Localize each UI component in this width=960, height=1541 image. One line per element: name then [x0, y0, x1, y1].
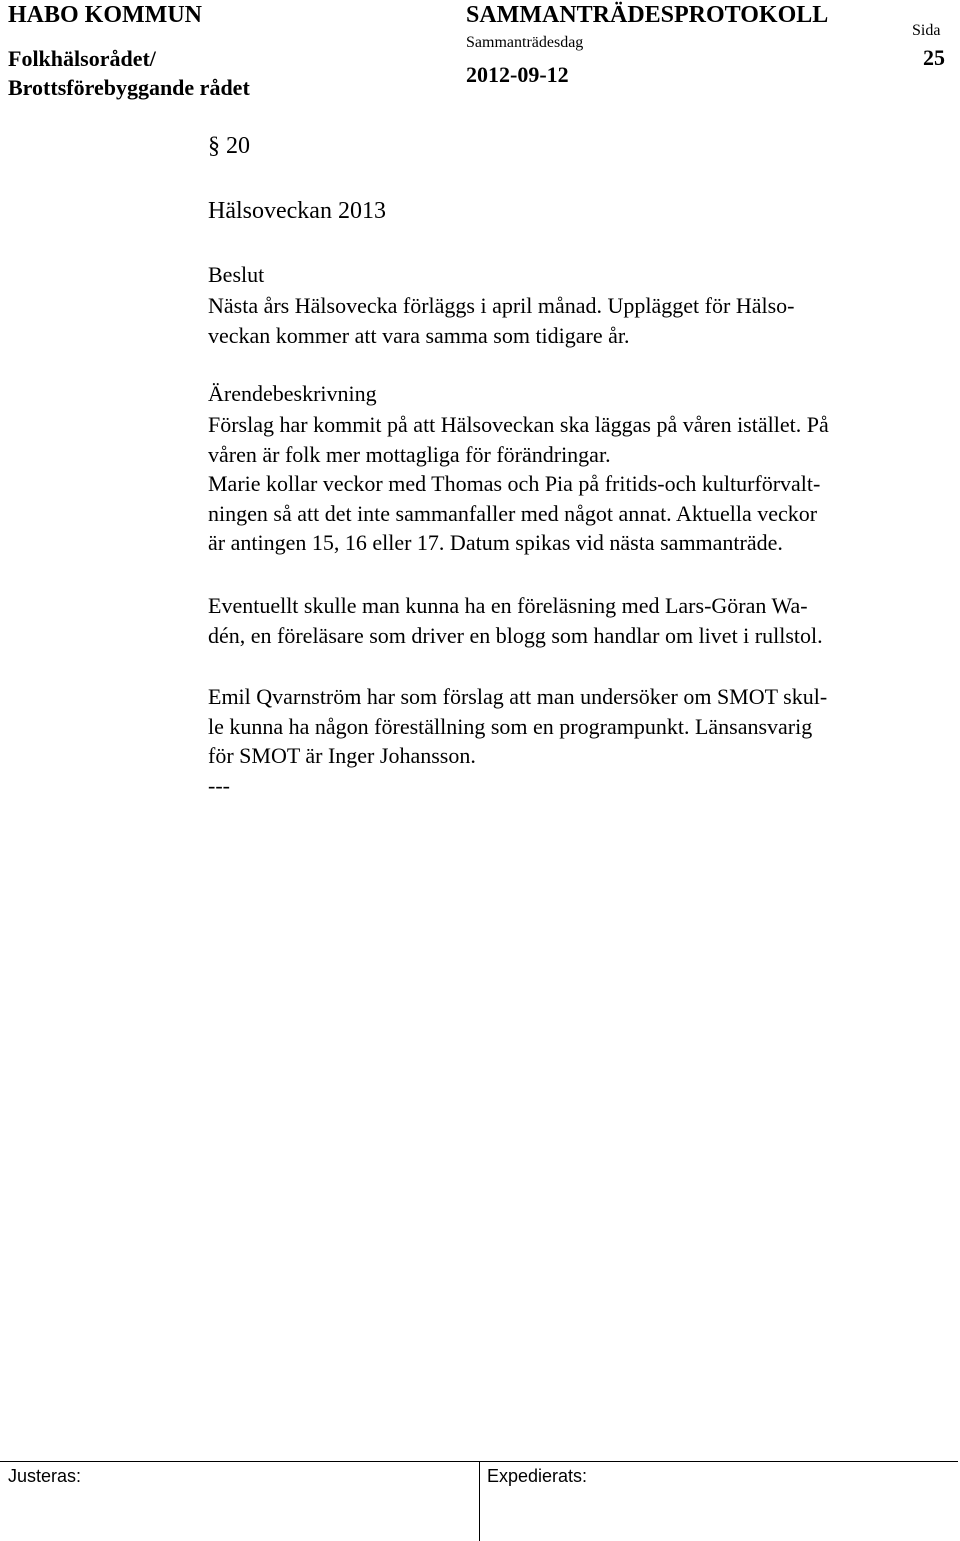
expedierat-label: Expedierats: [487, 1466, 588, 1486]
justerat-label: Justeras: [8, 1466, 82, 1486]
end-marker: --- [208, 772, 230, 798]
text-line: Marie kollar veckor med Thomas och Pia på fritids-och kulturförvalt- [208, 471, 821, 496]
department-line-1: Folkhälsorådet/ [8, 46, 156, 71]
text-line: Emil Qvarnström har som förslag att man undersöker om SMOT skul- [208, 684, 828, 709]
date-label: Sammanträdesdag [466, 34, 584, 51]
page-label: Sida [912, 22, 941, 39]
department-line-2: Brottsförebyggande rådet [8, 75, 250, 100]
paragraph-number: § 20 [208, 133, 250, 159]
text-line: ningen så att det inte sammanfaller med något annat. Aktuella veckor [208, 500, 818, 526]
decision-heading: Beslut [208, 262, 265, 287]
description-text [208, 410, 829, 558]
description-heading: Ärendebeskrivning [208, 381, 377, 406]
text-line: Nästa års Hälsovecka förläggs i april månad. Upplägget för Hälso- [208, 293, 795, 318]
decision-text [208, 291, 794, 350]
paragraph-lecture [208, 591, 823, 650]
footer-column-divider [479, 1461, 480, 1541]
section-title: Hälsoveckan 2013 [208, 198, 386, 224]
text-line: Förslag har kommit på att Hälsoveckan ska läggas på våren istället. På [208, 412, 829, 437]
text-line: veckan kommer att vara samma som tidigare år. [208, 322, 630, 348]
page-number: 25 [923, 45, 945, 70]
document-type: SAMMANTRÄDESPROTOKOLL [466, 2, 829, 28]
text-line: le kunna ha någon föreställning som en programpunkt. Länsansvarig [208, 713, 813, 739]
text-line: för SMOT är Inger Johansson. [208, 743, 476, 768]
meeting-date: 2012-09-12 [466, 62, 569, 87]
text-line: Eventuellt skulle man kunna ha en föreläsning med Lars-Göran Wa- [208, 593, 808, 618]
paragraph-smot [208, 682, 827, 800]
text-line: är antingen 15, 16 eller 17. Datum spikas vid nästa sammanträde. [208, 530, 783, 555]
text-line: dén, en föreläsare som driver en blogg som handlar om livet i rullstol. [208, 622, 823, 648]
organization-name: HABO KOMMUN [8, 2, 202, 28]
text-line: våren är folk mer mottagliga för förändringar. [208, 441, 611, 467]
